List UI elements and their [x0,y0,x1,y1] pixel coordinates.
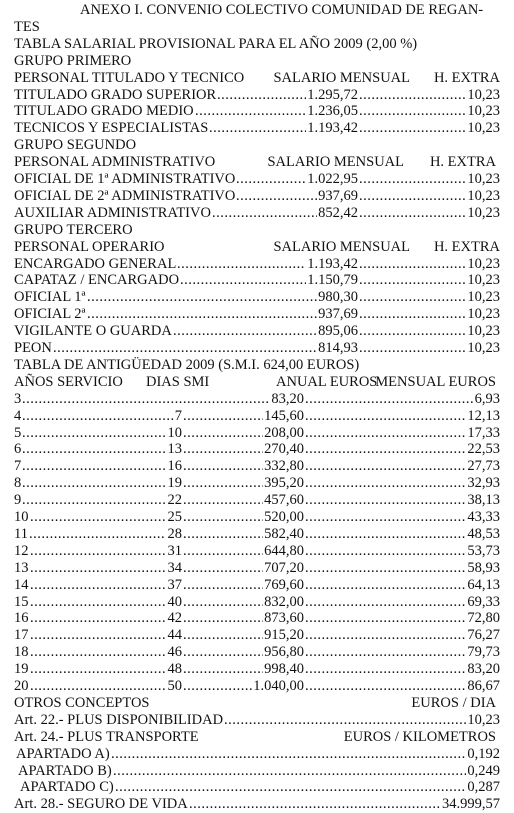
plus-disponibilidad-row [14,712,500,729]
mensual-value: 32,93 [467,475,500,492]
salary-row [14,289,500,306]
dot-leader [305,610,466,627]
dot-leader [87,289,317,306]
mensual-value: 83,20 [467,661,500,678]
apartado-value: 0,287 [467,779,500,796]
dot-leader [183,526,263,543]
dot-leader [30,644,166,661]
dias-value: 50 [167,678,182,694]
antiguedad-row [14,560,500,577]
apartado-row [14,763,500,780]
mensual-value: 72,80 [467,610,500,627]
dot-leader [305,577,466,594]
dot-leader [183,475,263,492]
salario-value: 1.295,72 [307,86,358,103]
dot-leader [30,678,166,695]
dias-value: 13 [167,441,182,458]
mensual-value: 6,93 [474,390,500,407]
group-name: GRUPO PRIMERO [14,52,132,69]
dot-leader [305,678,466,695]
salario-value: 1.022,95 [307,171,358,187]
mensual-value: 27,73 [467,458,500,475]
group-header [14,154,500,171]
anual-value: 769,60 [264,576,304,593]
dias-value: 46 [167,644,182,661]
extra-value: 10,23 [467,171,500,187]
anos-value: 15 [14,593,29,610]
anos-value: 12 [14,542,29,559]
antiguedad-row [14,408,500,425]
dot-leader [359,272,466,289]
dias-value: 28 [167,525,182,542]
dias-value: 16 [167,458,182,475]
dot-leader [305,627,466,644]
anos-value: 7 [14,458,22,475]
mensual-value: 69,33 [467,593,500,610]
dot-leader [359,120,466,137]
anual-value: 332,80 [264,458,304,475]
anos-value: 8 [14,475,22,492]
dias-value: 48 [167,661,182,678]
category-label: OFICIAL 2ª [14,306,86,323]
dot-leader [22,475,166,492]
antiguedad-header [14,374,500,391]
anos-value: 16 [14,610,29,627]
dot-leader [29,526,166,543]
salary-row [14,205,500,222]
dias-value: 22 [167,492,182,509]
antiguedad-row [14,391,500,408]
antiguedad-row [14,644,500,661]
col-extra: H. EXTRA [429,154,496,171]
extra-value: 10,23 [467,204,500,221]
dot-leader [359,103,466,120]
otros-title [14,695,500,712]
salary-row [14,340,500,357]
mensual-value: 86,67 [467,678,500,694]
dot-leader [305,543,466,560]
anual-value: 998,40 [264,661,304,678]
dot-leader [53,340,317,357]
plus-disponibilidad-value: 10,23 [467,711,500,728]
dot-leader [183,678,252,695]
anual-value: 873,60 [264,610,304,627]
dot-leader [189,796,441,813]
dias-value: 31 [167,542,182,559]
col-personal: PERSONAL TITULADO Y TECNICO [14,69,245,86]
anual-value: 83,20 [271,390,304,407]
anual-value: 520,00 [264,509,304,525]
salario-value: 1.193,42 [307,120,358,137]
anos-value: 11 [14,525,28,542]
salario-value: 1.193,42 [307,255,358,272]
dot-leader [183,577,263,594]
mensual-value: 64,13 [467,576,500,593]
anual-value: 270,40 [264,441,304,458]
dot-leader [30,543,166,560]
anual-value: 1.040,00 [253,678,304,694]
anual-value: 915,20 [264,627,304,644]
dias-value: 10 [167,424,182,441]
dot-leader [115,779,466,796]
dot-leader [183,425,263,442]
extra-value: 10,23 [467,272,500,289]
anos-value: 20 [14,678,29,694]
anos-value: 17 [14,627,29,644]
col-mensual: MENSUAL EUROS [375,373,496,390]
extra-value: 10,23 [467,289,500,306]
euros-dia-header: EUROS / DIA [411,694,496,711]
anual-value: 208,00 [264,424,304,441]
anos-value: 3 [14,390,22,407]
dot-leader [183,644,263,661]
dot-leader [183,594,263,611]
dot-leader [22,458,166,475]
header-line [14,2,500,19]
extra-value: 10,23 [467,103,500,120]
mensual-value: 58,93 [467,559,500,576]
mensual-value: 17,33 [467,424,500,441]
antiguedad-row [14,441,500,458]
antiguedad-row [14,492,500,509]
dot-leader [30,594,166,611]
category-label: ENCARGADO GENERAL [14,255,177,272]
col-dias: DIAS SMI [146,373,210,390]
mensual-value: 12,13 [467,407,500,424]
col-personal: PERSONAL ADMINISTRATIVO [14,154,216,171]
dot-leader [305,391,474,408]
dot-leader [183,509,263,526]
dot-leader [22,441,166,458]
apartado-label: APARTADO A) [16,745,110,762]
plus-transporte-label: Art. 24.- PLUS TRANSPORTE [14,728,199,745]
dot-leader [236,171,306,188]
antiguedad-row [14,610,500,627]
dot-leader [183,408,263,425]
anual-value: 457,60 [264,492,304,509]
anual-value: 644,80 [264,542,304,559]
antiguedad-row [14,509,500,526]
dias-value: 19 [167,475,182,492]
dot-leader [305,475,466,492]
anos-value: 14 [14,576,29,593]
header-line-cont [14,19,500,36]
anual-value: 707,20 [264,559,304,576]
dot-leader [177,256,306,273]
dot-leader [87,306,317,323]
apartado-row [14,746,500,763]
salario-value: 1.236,05 [307,103,358,120]
salary-row [14,323,500,340]
document-title-cont: TES [14,18,40,35]
dias-value: 42 [167,610,182,627]
dot-leader [22,408,174,425]
seguro-row [14,796,500,813]
dias-value: 40 [167,593,182,610]
category-label: TECNICOS Y ESPECIALISTAS [14,120,209,137]
antiguedad-row [14,475,500,492]
mensual-value: 48,53 [467,525,500,542]
plus-transporte-row [14,729,500,746]
dot-leader [305,560,466,577]
dot-leader [183,560,263,577]
dot-leader [359,205,466,222]
dot-leader [305,594,466,611]
extra-value: 10,23 [467,187,500,204]
extra-value: 10,23 [467,306,500,323]
extra-value: 10,23 [467,255,500,272]
antiguedad-row [14,425,500,442]
group-title [14,137,500,154]
salario-value: 937,69 [318,306,358,323]
col-anos: AÑOS SERVICIO [14,373,123,390]
dot-leader [217,87,306,104]
group-name: GRUPO TERCERO [14,221,133,238]
dias-value: 25 [167,509,182,525]
antiguedad-row [14,594,500,611]
group-title [14,222,500,239]
anual-value: 145,60 [264,407,304,424]
antiguedad-row [14,661,500,678]
dot-leader [359,188,466,205]
dot-leader [359,289,466,306]
antiguedad-row [14,526,500,543]
group-header [14,70,500,87]
group-title [14,53,500,70]
dot-leader [180,272,306,289]
dot-leader [305,526,466,543]
group-name: GRUPO SEGUNDO [14,137,137,154]
dot-leader [183,458,263,475]
dot-leader [183,661,263,678]
dot-leader [305,441,466,458]
extra-value: 10,23 [467,340,500,356]
tabla-salarial-title: TABLA SALARIAL PROVISIONAL PARA EL AÑO 2009 (2,00 %) [14,35,418,52]
category-label: OFICIAL DE 1ª ADMINISTRATIVO [14,171,236,187]
antiguedad-title [14,357,500,374]
section-title [14,36,500,53]
dot-leader [30,509,166,526]
mensual-value: 76,27 [467,627,500,644]
dot-leader [173,323,317,340]
apartado-value: 0,249 [467,762,500,779]
dot-leader [305,408,466,425]
dot-leader [209,120,306,137]
dot-leader [183,610,263,627]
extra-value: 10,23 [467,86,500,103]
salario-value: 852,42 [318,204,358,221]
antiguedad-title-text: TABLA DE ANTIGÜEDAD 2009 (S.M.I. 624,00 EUROS) [14,356,360,373]
anos-value: 18 [14,644,29,661]
apartado-value: 0,192 [467,745,500,762]
mensual-value: 79,73 [467,644,500,661]
dot-leader [183,492,263,509]
dot-leader [22,391,270,408]
antiguedad-row [14,627,500,644]
col-personal: PERSONAL OPERARIO [14,238,165,255]
dot-leader [30,560,166,577]
dot-leader [305,458,466,475]
antiguedad-row [14,577,500,594]
dot-leader [305,425,466,442]
category-label: CAPATAZ / ENCARGADO [14,272,180,289]
salario-value: 937,69 [318,187,358,204]
col-salario: SALARIO MENSUAL [273,238,410,255]
dot-leader [30,661,166,678]
dot-leader [359,171,466,188]
category-label: TITULADO GRADO SUPERIOR [14,86,217,103]
dot-leader [212,205,317,222]
euros-km-header: EUROS / KILOMETROS [343,728,496,745]
salario-value: 895,06 [318,323,358,340]
category-label: TITULADO GRADO MEDIO [14,103,194,120]
dot-leader [30,577,166,594]
dot-leader [224,712,466,729]
dot-leader [183,441,263,458]
dot-leader [195,103,306,120]
dot-leader [30,610,166,627]
salary-row [14,188,500,205]
apartado-label: APARTADO B) [18,762,112,779]
seguro-value: 34.999,57 [442,796,500,813]
antiguedad-row [14,458,500,475]
anual-value: 395,20 [264,475,304,492]
salary-row [14,256,500,273]
salary-row [14,306,500,323]
mensual-value: 43,33 [467,509,500,525]
salary-row [14,272,500,289]
dot-leader [22,425,166,442]
salario-value: 814,93 [318,340,358,356]
anos-value: 19 [14,661,29,678]
category-label: VIGILANTE O GUARDA [14,323,172,340]
antiguedad-row [14,678,500,695]
dot-leader [359,87,466,104]
dot-leader [236,188,317,205]
mensual-value: 38,13 [467,492,500,509]
anos-value: 5 [14,424,22,441]
dot-leader [305,509,466,526]
dot-leader [111,746,466,763]
dot-leader [183,543,263,560]
salary-row [14,120,500,137]
col-extra: H. EXTRA [433,69,500,86]
dot-leader [359,340,466,357]
category-label: OFICIAL DE 2ª ADMINISTRATIVO [14,187,236,204]
document-title: ANEXO I. CONVENIO COLECTIVO COMUNIDAD DE REGAN- [80,2,484,18]
dias-value: 37 [167,576,182,593]
category-label: OFICIAL 1ª [14,289,86,306]
anual-value: 832,00 [264,593,304,610]
apartado-row [14,779,500,796]
dot-leader [359,306,466,323]
dias-value: 44 [167,627,182,644]
extra-value: 10,23 [467,120,500,137]
plus-disponibilidad-label: Art. 22.- PLUS DISPONIBILIDAD [14,711,224,728]
dot-leader [30,627,166,644]
dot-leader [359,256,466,273]
col-anual: ANUAL EUROS [276,373,378,390]
col-salario: SALARIO MENSUAL [273,69,410,86]
col-salario: SALARIO MENSUAL [267,154,404,171]
dot-leader [22,492,166,509]
anual-value: 956,80 [264,644,304,661]
mensual-value: 22,53 [467,441,500,458]
dias-value: 7 [174,407,182,424]
col-extra: H. EXTRA [433,238,500,255]
dot-leader [305,661,466,678]
anos-value: 13 [14,559,29,576]
salario-value: 980,30 [318,289,358,306]
dot-leader [305,644,466,661]
group-header [14,239,500,256]
antiguedad-row [14,543,500,560]
apartado-label: APARTADO C) [20,779,114,796]
anual-value: 582,40 [264,525,304,542]
dias-value: 34 [167,559,182,576]
anos-value: 6 [14,441,22,458]
seguro-label: Art. 28.- SEGURO DE VIDA [14,796,188,813]
dot-leader [305,492,466,509]
salary-row [14,87,500,104]
extra-value: 10,23 [467,323,500,340]
category-label: AUXILIAR ADMINISTRATIVO [14,204,211,221]
mensual-value: 53,73 [467,542,500,559]
anos-value: 9 [14,492,22,509]
anos-value: 10 [14,509,29,525]
otros-title-text: OTROS CONCEPTOS [14,694,150,711]
dot-leader [183,627,263,644]
category-label: PEON [14,340,52,356]
salary-row [14,171,500,188]
salario-value: 1.150,79 [307,272,358,289]
dot-leader [359,323,466,340]
anos-value: 4 [14,407,22,424]
dot-leader [113,763,466,780]
salary-row [14,103,500,120]
